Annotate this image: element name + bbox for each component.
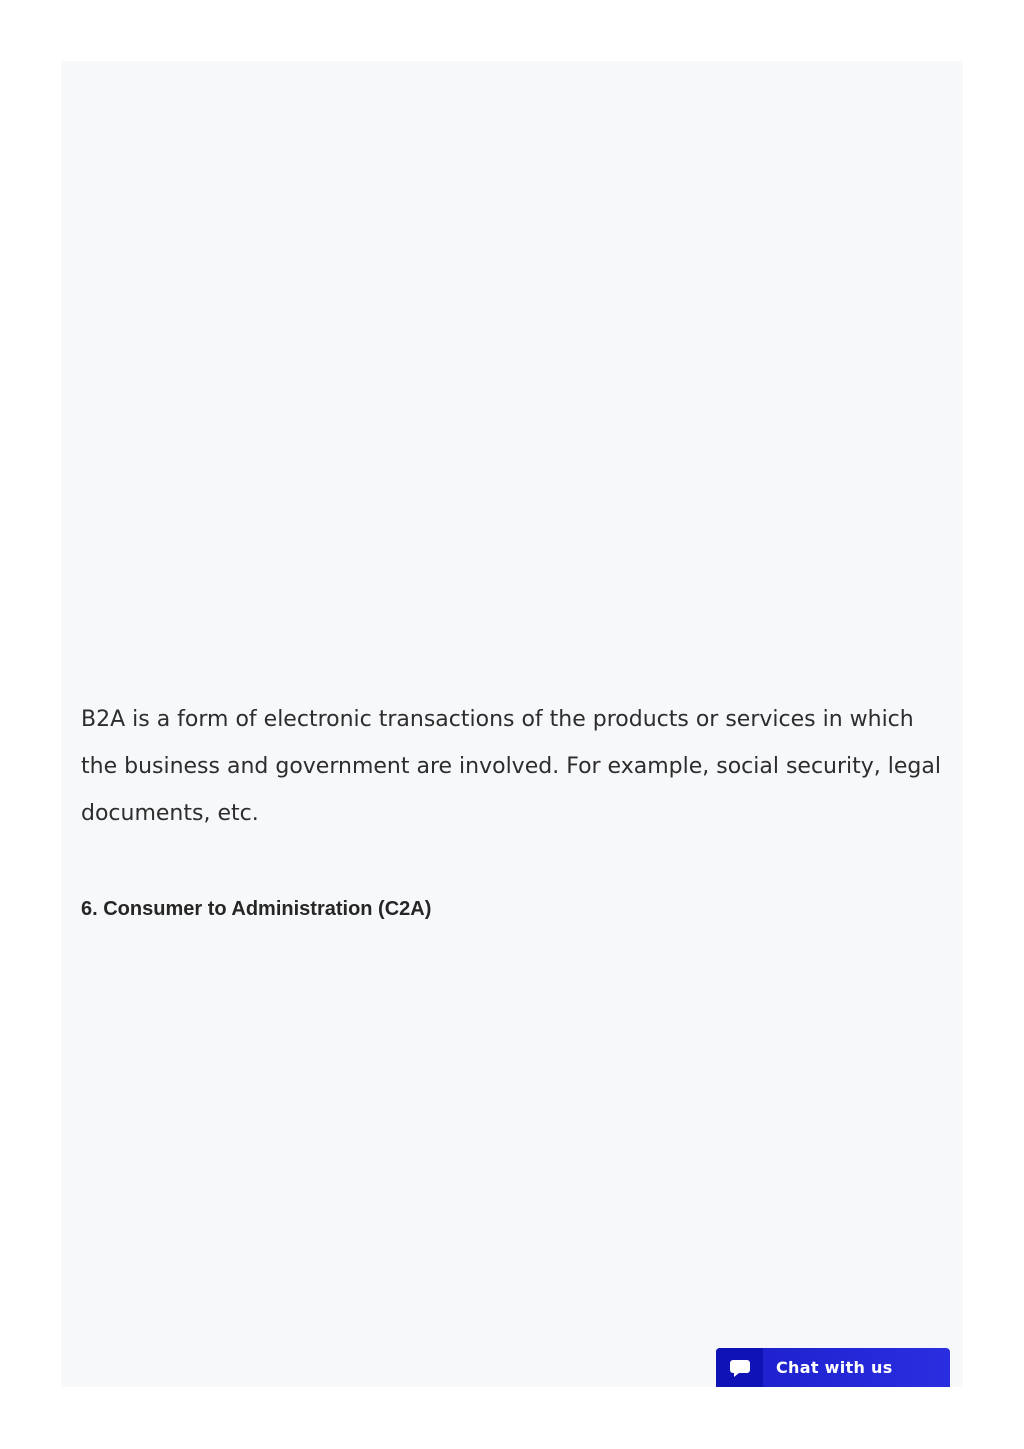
section-heading: 6. Consumer to Administration (C2A) (81, 898, 432, 920)
chat-with-us-button[interactable] (716, 1348, 950, 1387)
chat-icon-container (716, 1348, 763, 1387)
chat-bubble-icon (729, 1357, 751, 1379)
document-page (61, 61, 963, 1387)
body-paragraph: B2A is a form of electronic transactions of the products or services in which the business and government are involved. For example, social security, legal documents, etc. (81, 707, 941, 826)
chat-button-label: Chat with us (776, 1358, 893, 1377)
